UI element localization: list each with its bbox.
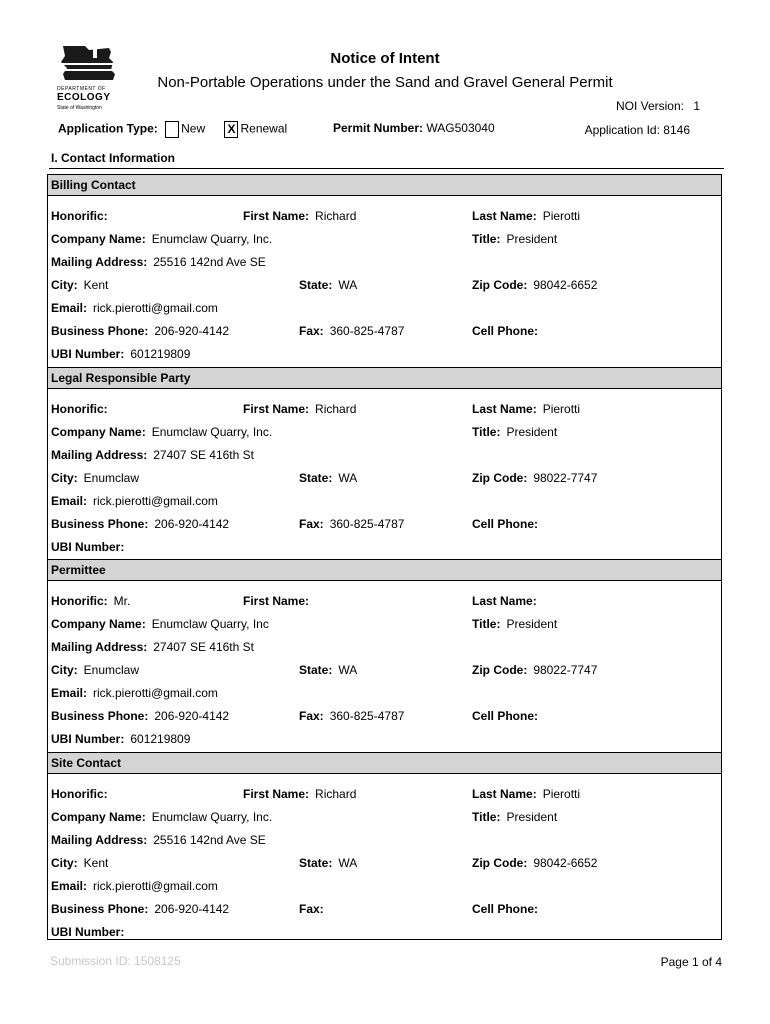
field-value: 206-920-4142 <box>154 517 230 531</box>
noi-version-value: 1 <box>693 99 700 113</box>
field-state <box>299 471 357 485</box>
field-label: Title: <box>472 810 501 824</box>
option-new-label: New <box>181 121 206 136</box>
field-label: Last Name: <box>472 787 537 801</box>
field-value: Enumclaw Quarry, Inc. <box>151 810 273 824</box>
field-city <box>51 663 139 677</box>
field-value: Enumclaw Quarry, Inc. <box>151 232 273 246</box>
contact-block <box>47 559 722 753</box>
contact-block-heading: Billing Contact <box>48 175 721 196</box>
field-company-name <box>51 810 272 824</box>
field-label: UBI Number: <box>51 540 125 554</box>
field-label: Title: <box>472 232 501 246</box>
field-value: Mr. <box>113 594 131 608</box>
field-business-phone <box>51 517 229 531</box>
contact-block-heading: Legal Responsible Party <box>48 368 721 389</box>
field-label: Mailing Address: <box>51 640 148 654</box>
field-label: Honorific: <box>51 594 108 608</box>
field-fax <box>299 902 330 916</box>
field-label: Last Name: <box>472 402 537 416</box>
submission-id: Submission ID: 1508125 <box>50 954 181 968</box>
field-cell-phone <box>472 902 544 916</box>
field-email <box>51 686 218 700</box>
application-id <box>585 123 690 137</box>
field-label: Cell Phone: <box>472 902 539 916</box>
field-label: Company Name: <box>51 425 146 439</box>
contact-block <box>47 174 722 368</box>
field-label: Zip Code: <box>472 663 528 677</box>
field-label: Cell Phone: <box>472 517 539 531</box>
field-label: First Name: <box>243 402 310 416</box>
field-value: 27407 SE 416th St <box>153 640 254 654</box>
field-label: Mailing Address: <box>51 448 148 462</box>
field-fax <box>299 324 404 338</box>
field-value: Pierotti <box>542 787 581 801</box>
field-honorific <box>51 594 130 608</box>
field-mailing-address <box>51 255 266 269</box>
field-business-phone <box>51 324 229 338</box>
field-ubi <box>51 540 130 554</box>
field-label: Title: <box>472 425 501 439</box>
field-ubi <box>51 347 190 361</box>
field-honorific <box>51 787 114 801</box>
field-state <box>299 663 357 677</box>
field-label: Zip Code: <box>472 278 528 292</box>
logo-line-1: DEPARTMENT OF <box>57 86 106 92</box>
field-label: First Name: <box>243 594 310 608</box>
field-ubi <box>51 925 130 939</box>
field-value: Enumclaw Quarry, Inc. <box>151 425 273 439</box>
field-value: 25516 142nd Ave SE <box>153 255 266 269</box>
field-value: 360-825-4787 <box>329 517 405 531</box>
field-zip <box>472 856 597 870</box>
contact-block <box>47 367 722 561</box>
page-title: Notice of Intent <box>330 50 440 67</box>
option-renewal-label: Renewal <box>240 121 288 136</box>
permit-number-label: Permit Number: <box>333 121 424 135</box>
logo-line-3: State of Washington <box>57 105 102 111</box>
field-value: Kent <box>83 278 109 292</box>
field-value: rick.pierotti@gmail.com <box>93 879 218 893</box>
field-label: Mailing Address: <box>51 833 148 847</box>
contact-block <box>47 752 722 940</box>
field-business-phone <box>51 709 229 723</box>
field-label: Cell Phone: <box>472 709 539 723</box>
field-state <box>299 278 357 292</box>
field-label: First Name: <box>243 209 310 223</box>
field-value: 25516 142nd Ave SE <box>153 833 266 847</box>
field-cell-phone <box>472 709 544 723</box>
field-label: Cell Phone: <box>472 324 539 338</box>
field-value: 27407 SE 416th St <box>153 448 254 462</box>
field-last-name <box>472 787 580 801</box>
field-value: Pierotti <box>542 209 581 223</box>
field-label: Company Name: <box>51 810 146 824</box>
field-first-name <box>243 594 315 608</box>
field-honorific <box>51 402 114 416</box>
noi-version <box>616 99 700 113</box>
field-label: Email: <box>51 879 88 893</box>
field-value: 360-825-4787 <box>329 709 405 723</box>
contact-block-heading: Permittee <box>48 560 721 581</box>
field-value: Enumclaw Quarry, Inc <box>151 617 269 631</box>
field-label: Fax: <box>299 324 324 338</box>
field-value: WA <box>338 278 358 292</box>
field-state <box>299 856 357 870</box>
field-label: City: <box>51 856 78 870</box>
field-mailing-address <box>51 448 254 462</box>
checkbox-renewal[interactable]: X <box>224 121 238 138</box>
checkbox-new[interactable] <box>165 121 179 138</box>
field-city <box>51 471 139 485</box>
field-label: Business Phone: <box>51 709 149 723</box>
field-first-name <box>243 787 356 801</box>
field-label: Company Name: <box>51 232 146 246</box>
field-label: Company Name: <box>51 617 146 631</box>
field-value: 360-825-4787 <box>329 324 405 338</box>
page-number: Page 1 of 4 <box>660 955 722 969</box>
field-value: Enumclaw <box>83 663 140 677</box>
field-value: 206-920-4142 <box>154 709 230 723</box>
field-honorific <box>51 209 114 223</box>
section-divider <box>49 168 724 169</box>
permit-number-value: WAG503040 <box>426 121 495 135</box>
field-first-name <box>243 209 356 223</box>
field-cell-phone <box>472 517 544 531</box>
field-label: Last Name: <box>472 209 537 223</box>
field-label: State: <box>299 471 333 485</box>
field-label: Fax: <box>299 902 324 916</box>
field-label: Business Phone: <box>51 517 149 531</box>
application-type-row <box>58 121 287 138</box>
field-label: First Name: <box>243 787 310 801</box>
field-value: Kent <box>83 856 109 870</box>
field-label: Fax: <box>299 517 324 531</box>
application-type-label: Application Type: <box>58 121 158 136</box>
field-label: Email: <box>51 494 88 508</box>
field-value: 98022-7747 <box>533 471 598 485</box>
field-label: Business Phone: <box>51 902 149 916</box>
field-last-name <box>472 209 580 223</box>
field-label: Email: <box>51 686 88 700</box>
field-business-phone <box>51 902 229 916</box>
permit-number <box>333 121 495 135</box>
field-value: 98042-6652 <box>533 856 598 870</box>
field-label: Business Phone: <box>51 324 149 338</box>
field-label: City: <box>51 278 78 292</box>
field-label: Email: <box>51 301 88 315</box>
field-value: rick.pierotti@gmail.com <box>93 686 218 700</box>
field-value: 601219809 <box>130 347 191 361</box>
field-label: UBI Number: <box>51 925 125 939</box>
contact-block-heading: Site Contact <box>48 753 721 774</box>
field-label: Honorific: <box>51 209 108 223</box>
field-value: 601219809 <box>130 732 191 746</box>
field-value: Richard <box>315 402 357 416</box>
field-label: Mailing Address: <box>51 255 148 269</box>
field-value: WA <box>338 856 358 870</box>
field-city <box>51 856 108 870</box>
application-id-value: 8146 <box>663 123 690 137</box>
field-email <box>51 879 218 893</box>
field-zip <box>472 278 597 292</box>
field-value: President <box>506 617 558 631</box>
field-label: Honorific: <box>51 787 108 801</box>
field-fax <box>299 517 404 531</box>
field-mailing-address <box>51 640 254 654</box>
field-label: Zip Code: <box>472 856 528 870</box>
field-value: 206-920-4142 <box>154 324 230 338</box>
field-cell-phone <box>472 324 544 338</box>
field-zip <box>472 471 597 485</box>
field-zip <box>472 663 597 677</box>
field-value: 98042-6652 <box>533 278 598 292</box>
field-value: Enumclaw <box>83 471 140 485</box>
field-title <box>472 425 557 439</box>
field-label: UBI Number: <box>51 732 125 746</box>
logo-line-2: ECOLOGY <box>57 92 111 103</box>
field-value: Richard <box>315 787 357 801</box>
field-title <box>472 810 557 824</box>
field-mailing-address <box>51 833 266 847</box>
field-last-name <box>472 402 580 416</box>
field-email <box>51 301 218 315</box>
field-fax <box>299 709 404 723</box>
field-company-name <box>51 232 272 246</box>
noi-version-label: NOI Version: <box>615 99 684 113</box>
field-value: Richard <box>315 209 357 223</box>
field-value: rick.pierotti@gmail.com <box>93 301 218 315</box>
field-company-name <box>51 617 269 631</box>
field-value: rick.pierotti@gmail.com <box>93 494 218 508</box>
field-value: President <box>506 425 558 439</box>
field-value: 206-920-4142 <box>154 902 230 916</box>
field-label: City: <box>51 663 78 677</box>
field-value: 98022-7747 <box>533 663 598 677</box>
field-value: Pierotti <box>542 402 581 416</box>
field-email <box>51 494 218 508</box>
field-label: Honorific: <box>51 402 108 416</box>
field-value: WA <box>338 663 358 677</box>
field-label: Title: <box>472 617 501 631</box>
field-label: Last Name: <box>472 594 537 608</box>
field-company-name <box>51 425 272 439</box>
field-last-name <box>472 594 543 608</box>
field-ubi <box>51 732 190 746</box>
field-label: State: <box>299 856 333 870</box>
field-title <box>472 232 557 246</box>
field-first-name <box>243 402 356 416</box>
application-id-label: Application Id: <box>584 123 660 137</box>
field-title <box>472 617 557 631</box>
page-subtitle: Non-Portable Operations under the Sand and Gravel General Permit <box>157 74 613 91</box>
field-value: President <box>506 232 558 246</box>
field-label: State: <box>299 278 333 292</box>
field-label: Zip Code: <box>472 471 528 485</box>
section-title: I. Contact Information <box>51 151 175 165</box>
field-label: Fax: <box>299 709 324 723</box>
field-label: UBI Number: <box>51 347 125 361</box>
field-label: State: <box>299 663 333 677</box>
field-value: President <box>506 810 558 824</box>
field-city <box>51 278 108 292</box>
field-value: WA <box>338 471 358 485</box>
field-label: City: <box>51 471 78 485</box>
